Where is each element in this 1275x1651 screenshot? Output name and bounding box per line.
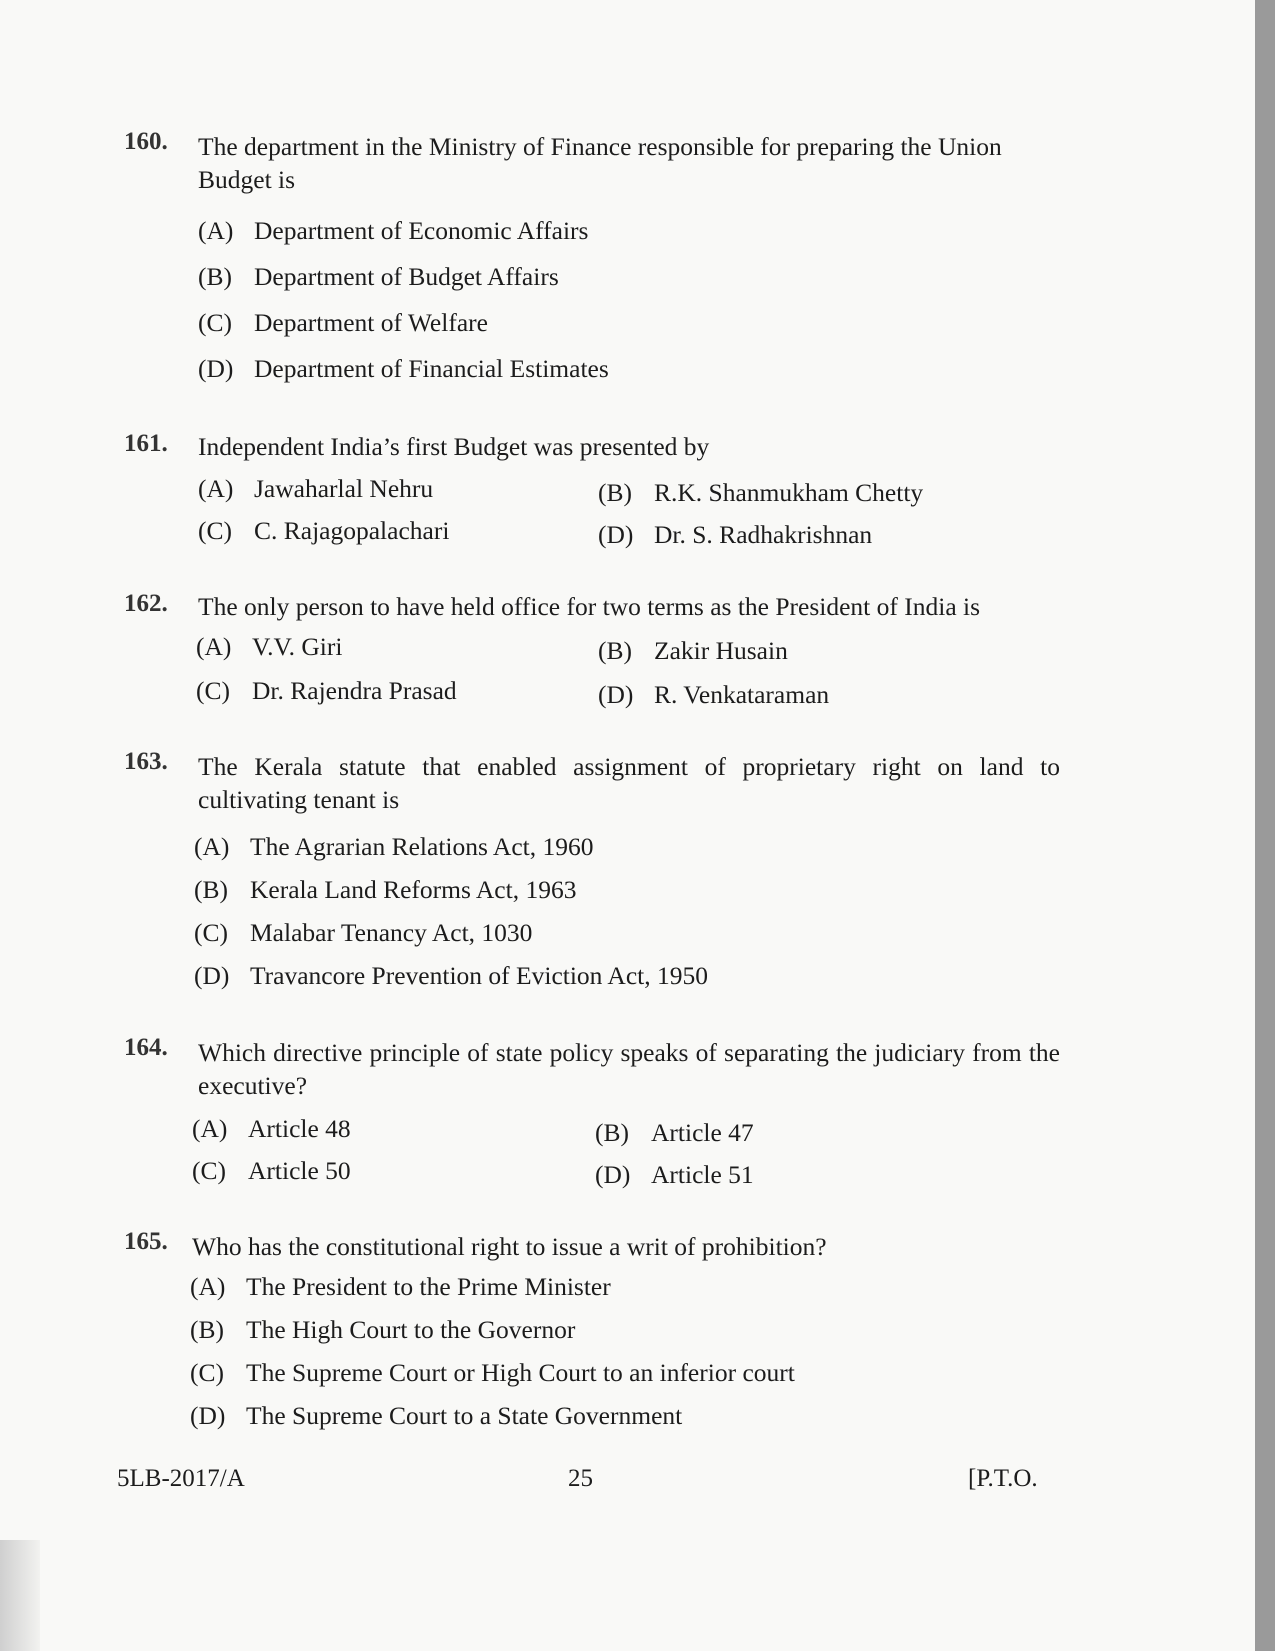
- question-162-option-b: [598, 636, 788, 666]
- question-163-option-b: [194, 875, 576, 905]
- question-165-text: Who has the constitutional right to issue a writ of prohibition?: [192, 1232, 827, 1261]
- question-161-option-c: [198, 516, 449, 546]
- option-text: The President to the Prime Minister: [246, 1272, 611, 1301]
- option-label: (B): [194, 875, 228, 904]
- option-label: (B): [190, 1315, 224, 1344]
- question-160-option-d: [198, 354, 609, 384]
- option-label: (D): [598, 680, 634, 709]
- option-label: (B): [598, 478, 632, 507]
- option-label: (A): [194, 832, 230, 861]
- question-164-option-d: [595, 1160, 754, 1190]
- option-text: The High Court to the Governor: [246, 1315, 576, 1344]
- option-text: The Supreme Court to a State Government: [246, 1401, 683, 1430]
- option-label: (B): [198, 262, 232, 291]
- option-label: (A): [192, 1114, 228, 1143]
- question-160-text: The department in the Ministry of Finance responsible for preparing the Union Budget is: [198, 132, 1002, 194]
- option-text: Department of Budget Affairs: [254, 262, 559, 291]
- option-text: R.K. Shanmukham Chetty: [654, 478, 924, 507]
- question-161-number: 161.: [124, 430, 168, 457]
- question-162-number: 162.: [124, 590, 168, 617]
- option-text: Article 48: [248, 1114, 351, 1143]
- option-text: R. Venkataraman: [654, 680, 830, 709]
- question-164-option-c: [192, 1156, 351, 1186]
- option-text: Malabar Tenancy Act, 1030: [250, 918, 533, 947]
- question-163-option-c: [194, 918, 532, 948]
- question-162-text: The only person to have held office for two terms as the President of India is: [198, 592, 981, 621]
- question-160-option-b: [198, 262, 559, 292]
- option-label: (D): [598, 520, 634, 549]
- option-text: The Supreme Court or High Court to an inferior court: [246, 1358, 795, 1387]
- option-label: (D): [198, 354, 234, 383]
- option-text: Article 47: [651, 1118, 754, 1147]
- option-text: Kerala Land Reforms Act, 1963: [250, 875, 577, 904]
- question-165-option-d: [190, 1401, 682, 1431]
- option-text: C. Rajagopalachari: [254, 516, 450, 545]
- option-text: V.V. Giri: [252, 632, 343, 661]
- question-163-number: 163.: [124, 748, 168, 775]
- question-164-text: Which directive principle of state policy speaks of separating the judiciary from the executive?: [198, 1038, 1060, 1100]
- question-165-number: 165.: [124, 1228, 168, 1255]
- option-label: (C): [196, 676, 230, 705]
- question-161-option-b: [598, 478, 923, 508]
- question-165-option-a: [190, 1272, 611, 1302]
- option-label: (C): [198, 308, 232, 337]
- question-162-option-a: [196, 632, 342, 662]
- question-164-option-a: [192, 1114, 351, 1144]
- question-160-option-c: [198, 308, 488, 338]
- option-text: Zakir Husain: [654, 636, 788, 665]
- option-label: (A): [190, 1272, 226, 1301]
- page-number: 25: [568, 1465, 593, 1492]
- option-label: (C): [198, 516, 232, 545]
- option-label: (A): [198, 474, 234, 503]
- option-text: Dr. Rajendra Prasad: [252, 676, 457, 705]
- paper-code: 5LB-2017/A: [117, 1465, 245, 1492]
- option-text: Department of Financial Estimates: [254, 354, 609, 383]
- question-164-number: 164.: [124, 1034, 168, 1061]
- question-161-text: Independent India’s first Budget was presented by: [198, 432, 710, 461]
- option-text: The Agrarian Relations Act, 1960: [250, 832, 594, 861]
- question-165-option-b: [190, 1315, 575, 1345]
- question-161-option-a: [198, 474, 433, 504]
- question-163-option-d: [194, 961, 708, 991]
- question-163-text: The Kerala statute that enabled assignment of proprietary right on land to cultivating tenant is: [198, 752, 1060, 814]
- option-label: (D): [190, 1401, 226, 1430]
- question-164-option-b: [595, 1118, 754, 1148]
- question-160-option-a: [198, 216, 588, 246]
- question-161-option-d: [598, 520, 872, 550]
- option-label: (B): [598, 636, 632, 665]
- option-text: Dr. S. Radhakrishnan: [654, 520, 873, 549]
- option-label: (A): [196, 632, 232, 661]
- option-text: Article 50: [248, 1156, 351, 1185]
- option-label: (D): [595, 1160, 631, 1189]
- option-label: (B): [595, 1118, 629, 1147]
- question-160-number: 160.: [124, 128, 168, 155]
- question-162-option-c: [196, 676, 457, 706]
- question-163-option-a: [194, 832, 593, 862]
- option-text: Travancore Prevention of Eviction Act, 1950: [250, 961, 708, 990]
- option-label: (C): [192, 1156, 226, 1185]
- option-label: (C): [194, 918, 228, 947]
- option-text: Jawaharlal Nehru: [254, 474, 434, 503]
- option-label: (A): [198, 216, 234, 245]
- pto-marker: [P.T.O.: [968, 1465, 1038, 1492]
- question-162-option-d: [598, 680, 829, 710]
- option-text: Department of Welfare: [254, 308, 488, 337]
- option-label: (D): [194, 961, 230, 990]
- option-label: (C): [190, 1358, 224, 1387]
- option-text: Article 51: [651, 1160, 754, 1189]
- question-165-option-c: [190, 1358, 795, 1388]
- scan-shadow: [0, 1540, 40, 1651]
- option-text: Department of Economic Affairs: [254, 216, 589, 245]
